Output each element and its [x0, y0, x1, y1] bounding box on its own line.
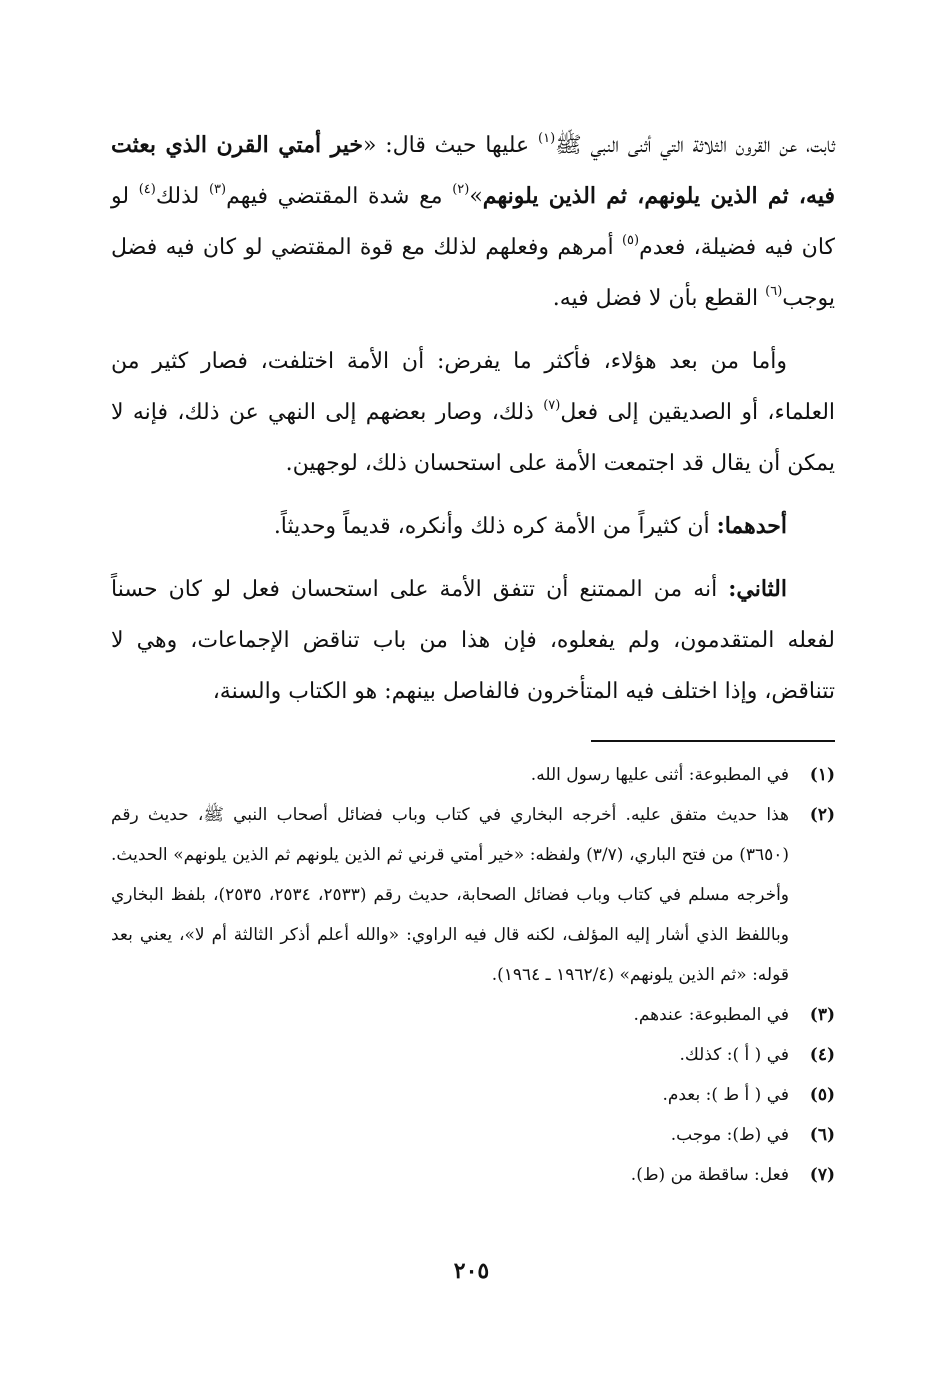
footnote-text: في (ط): موجب. — [670, 1125, 789, 1145]
point-label-first: أحدهما: — [716, 513, 787, 539]
footnote-ref-2[interactable]: (٢) — [452, 182, 470, 197]
footnote-7 — [111, 1155, 835, 1195]
text-run: أمرهم وفعلهم لذلك مع قوة المقتضي لو كان فيه فضل يوجب — [111, 235, 835, 311]
text-run: أنه من الممتنع أن تتفق الأمة على استحسان فعل لو كان حسناً لفعله المتقدمون، ولم يفعلوه، فإن هذا من باب تناقض الإجماعات، وهي لا تتناقض، وإذا اختلف فيه المتأخرون فالفاصل بينهم: هو الكتاب والسنة، — [111, 577, 835, 704]
text-run: لو كان فيه فضيلة، فعدم — [111, 184, 836, 260]
footnote-2 — [111, 795, 835, 995]
footnote-text: في ( أ ط ): بعدم. — [662, 1085, 789, 1105]
paragraph-4 — [111, 564, 835, 717]
footnote-ref-7[interactable]: (٧) — [543, 398, 561, 413]
footnote-number: (٢) — [809, 805, 835, 825]
footnote-text: في ( أ ): كذلك. — [679, 1045, 789, 1065]
paragraph-1 — [111, 120, 835, 324]
footnote-ref-1[interactable]: (١) — [538, 131, 556, 146]
paragraph-3 — [111, 501, 835, 552]
hadith-quote: خير أمتي القرن الذي بعثت فيه، ثم الذين يلونهم، ثم الذين يلونهم — [111, 132, 835, 209]
footnote-5 — [111, 1075, 835, 1115]
footnote-ref-4[interactable]: (٤) — [138, 182, 156, 197]
footnote-4 — [111, 1035, 835, 1075]
footnote-separator — [591, 740, 835, 742]
page-number: ٢٠٥ — [453, 1258, 490, 1284]
footnote-6 — [111, 1115, 835, 1155]
footnote-text: في المطبوعة: أثنى عليها رسول الله. — [530, 765, 789, 785]
footnote-text: فعل: ساقطة من (ط). — [630, 1165, 789, 1185]
footnote-ref-6[interactable]: (٦) — [765, 284, 783, 299]
text-run: وأما من بعد هؤلاء، فأكثر ما يفرض: أن الأمة اختلفت، فصار كثير من العلماء، أو الصديقين إلى فعل — [111, 349, 836, 425]
footnote-ref-5[interactable]: (٥) — [621, 233, 640, 248]
footnote-number: (٦) — [809, 1125, 835, 1145]
text-run: ثابت، عن القرون الثلاثة التي أثنى النبي ﷺ — [555, 133, 835, 158]
footnote-number: (٧) — [809, 1165, 835, 1185]
text-run: القطع بأن لا فضل فيه. — [552, 286, 766, 311]
point-label-second: الثاني: — [728, 576, 787, 602]
footnote-number: (٥) — [809, 1085, 835, 1105]
footnote-text: في المطبوعة: عندهم. — [633, 1005, 789, 1025]
main-text — [111, 120, 835, 729]
text-run: لذلك — [155, 184, 209, 209]
quote-mark: » — [469, 184, 483, 209]
footnote-number: (٣) — [809, 1005, 835, 1025]
text-run: عليها حيث قال: « — [362, 133, 538, 158]
text-run: ذلك، وصار بعضهم إلى النهي عن ذلك، فإنه لا يمكن أن يقال قد اجتمعت الأمة على استحسان ذلك، لوجهين. — [111, 400, 835, 476]
footnote-text: هذا حديث متفق عليه. أخرجه البخاري في كتاب وباب فضائل أصحاب النبي ﷺ، حديث رقم (٣٦٥٠) من فتح الباري، (٣/٧) ولفظه: «خير أمتي قرني ثم الذين يلونهم ثم الذين يلونهم» الحديث. وأخرجه مسلم في كتاب وباب فضائل الصحابة، حديث رقم (٢٥٣٣، ٢٥٣٤، ٢٥٣٥)، بلفظ البخاري وباللفظ الذي أشار إليه المؤلف، لكنه قال فيه الراوي: «والله أعلم أذكر الثالثة أم لا»، يعني بعد قوله: «ثم الذين يلونهم» (١٩٦٢/٤ ـ ١٩٦٤). — [111, 805, 790, 985]
footnote-number: (١) — [809, 765, 835, 785]
footnote-1 — [111, 755, 835, 795]
paragraph-2 — [111, 336, 835, 489]
text-run: مع شدة المقتضي فيهم — [226, 184, 453, 209]
footnotes — [111, 755, 835, 1195]
footnote-3 — [111, 995, 835, 1035]
footnote-number: (٤) — [809, 1045, 835, 1065]
footnote-ref-3[interactable]: (٣) — [208, 182, 227, 197]
text-run: أن كثيراً من الأمة كره ذلك وأنكره، قديماً وحديثاً. — [273, 514, 717, 539]
